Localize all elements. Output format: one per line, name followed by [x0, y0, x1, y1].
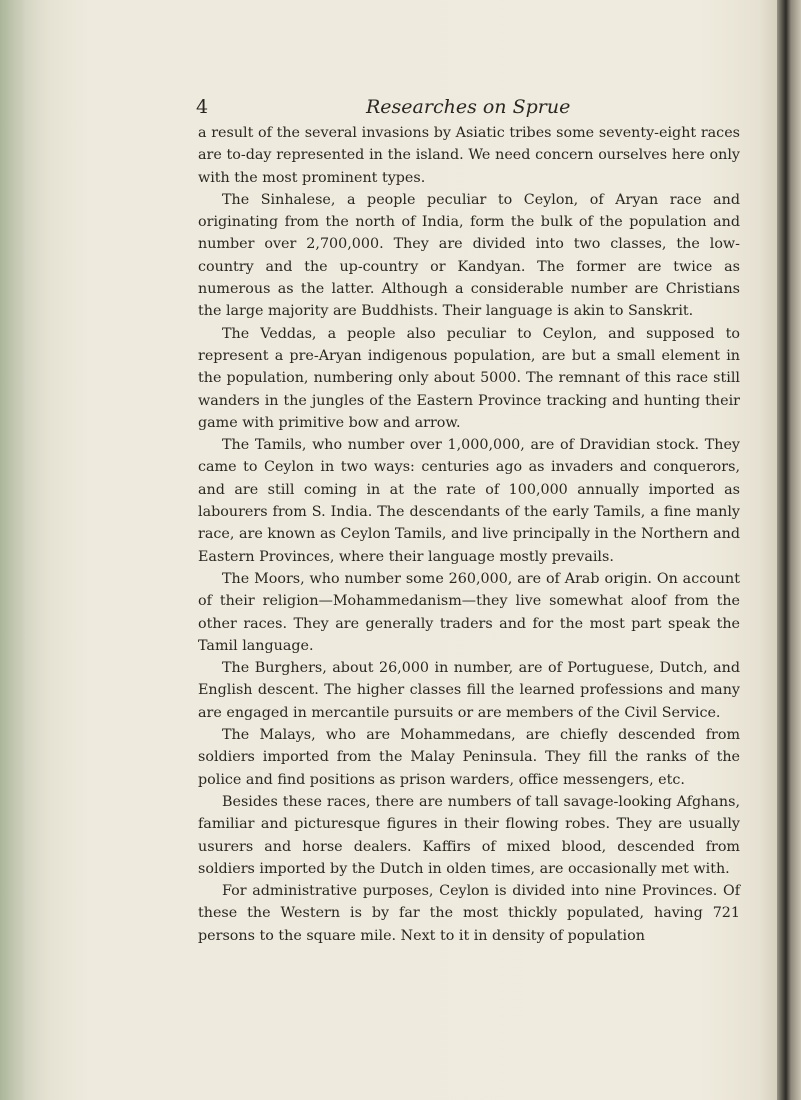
page-header — [196, 94, 616, 120]
page-left-edge — [0, 0, 26, 1100]
running-title: Researches on Sprue — [366, 96, 571, 118]
paragraph-continued: a result of the several invasions by Asiatic tribes some seventy-eight races are to-day represented in the island. We need concern ourselves here only with the most prominent types. — [198, 125, 740, 186]
paragraph-malays: The Malays, who are Mohammedans, are chiefly descended from soldiers imported from the Malay Peninsula. They fill the ranks of the police and find positions as prison warders, office messengers, etc. — [198, 727, 740, 788]
paragraph-moors: The Moors, who number some 260,000, are of Arab origin. On account of their religion—Mohammedanism—they live somewhat aloof from the other races. They are generally traders and for the most part speak the Tamil language. — [198, 570, 740, 654]
paragraph-tamils: The Tamils, who number over 1,000,000, are of Dravidian stock. They came to Ceylon in two ways: centuries ago as invaders and conquerors, and are still coming in at the rate of 100,000 annually imported as labourers from S. India. The descendants of the early Tamils, a fine manly race, are known as Ceylon Tamils, and live principally in the Northern and Eastern Provinces, where their language mostly prevails. — [198, 437, 740, 565]
page-number: 4 — [196, 96, 209, 118]
paragraph-sinhalese: The Sinhalese, a people peculiar to Ceylon, of Aryan race and originating from the north of India, form the bulk of the population and number over 2,700,000. They are divided into two classes, the low-country and the up-country or Kandyan. The former are twice as numerous as the latter. Although a considerable number are Christians the large majority are Buddhists. Their language is akin to Sanskrit. — [198, 191, 740, 320]
paragraph-veddas: The Veddas, a people also peculiar to Ceylon, and supposed to represent a pre-Aryan indigenous population, are but a small element in the population, numbering only about 5000. The remnant of this race still wanders in the jungles of the Eastern Province tracking and hunting their game with primitive bow and arrow. — [198, 325, 740, 431]
book-spine-shadow — [777, 0, 801, 1100]
paragraph-burghers: The Burghers, about 26,000 in number, are of Portuguese, Dutch, and English descent. The higher classes fill the learned professions and many are engaged in mercantile pursuits or are members of the Civil Service. — [198, 660, 740, 721]
body-text — [198, 122, 740, 947]
paragraph-other-races: Besides these races, there are numbers of tall savage-looking Afghans, familiar and picturesque figures in their flowing robes. They are usually usurers and horse dealers. Kaffirs of mixed blood, descended from soldiers imported by the Dutch in olden times, are occasionally met with. — [198, 793, 740, 877]
paragraph-provinces: For administrative purposes, Ceylon is divided into nine Provinces. Of these the Western is by far the most thickly populated, having 721 persons to the square mile. Next to it in density of population — [198, 883, 740, 944]
